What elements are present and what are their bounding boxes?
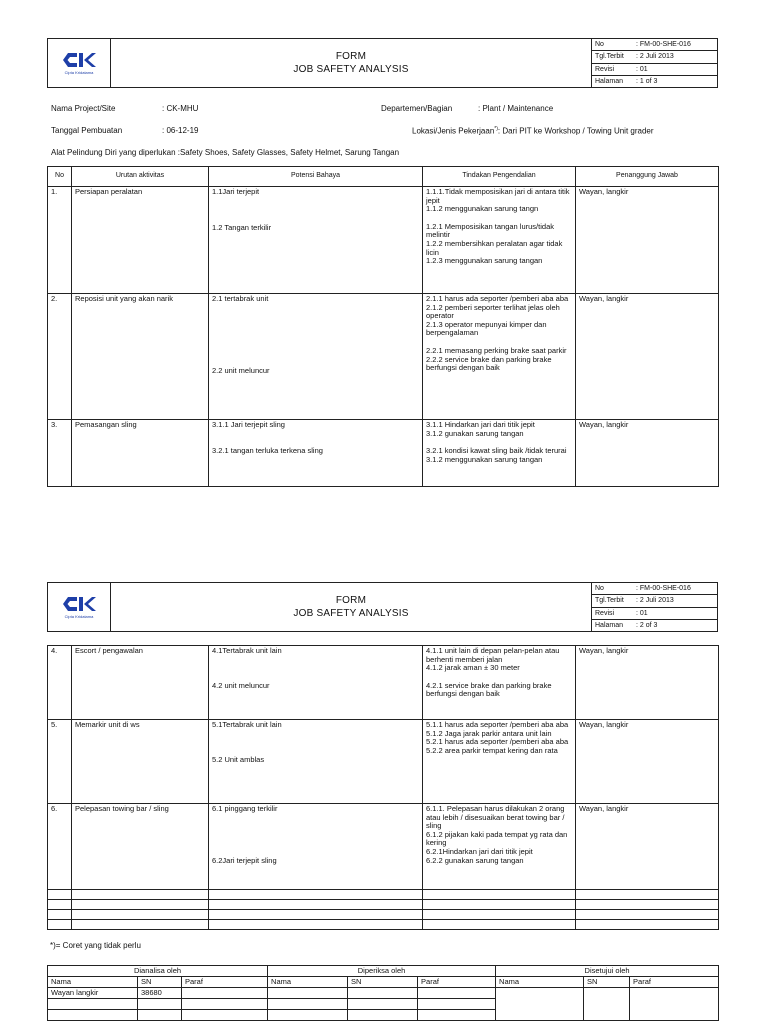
meta-value: : 01: [636, 609, 648, 617]
header-activity: Urutan aktivitas: [72, 167, 209, 187]
project-value: : CK-MHU: [162, 104, 199, 113]
row-activity: Pemasangan sling: [72, 420, 209, 487]
control-item: 4.2.1 service brake dan parking brake berfungsi dengan baik: [426, 680, 552, 699]
row-responsible: Wayan, langkir: [576, 294, 719, 420]
table-row: [48, 420, 719, 487]
table-row: [48, 720, 719, 804]
control-item: 2.1.2 pemberi seporter terlihat jelas oleh operator: [426, 302, 560, 321]
entry-sn: 38680: [138, 988, 182, 999]
group-approved: Disetujui oleh: [496, 966, 719, 977]
entry-name: Wayan langkir: [48, 988, 138, 999]
table-row: [48, 294, 719, 420]
table-row-empty: [48, 890, 719, 900]
col-sn: SN: [138, 977, 182, 988]
meta-value: : 2 Juli 2013: [636, 597, 674, 605]
table-header-row: [48, 167, 719, 187]
table-row: [48, 187, 719, 294]
control-item: 1.2.2 membersihkan peralatan agar tidak licin: [426, 238, 563, 257]
hazard-item: 3.2.1 tangan terluka terkena sling: [212, 445, 323, 455]
row-no: 2.: [48, 294, 72, 420]
row-activity: Persiapan peralatan: [72, 187, 209, 294]
control-item: 1.2.3 menggunakan sarung tangan: [426, 256, 543, 266]
control-item: 6.2.1Hindarkan jari dari titik jepit: [426, 846, 533, 856]
row-control: [423, 720, 576, 804]
hazard-item: 5.2 Unit amblas: [212, 754, 265, 764]
table-row: [48, 646, 719, 720]
meta-key: Revisi: [595, 65, 615, 73]
footnote: *)= Coret yang tidak perlu: [50, 941, 141, 950]
row-responsible: Wayan, langkir: [576, 646, 719, 720]
header-hazard: Potensi Bahaya: [209, 167, 423, 187]
meta-value: : 2 Juli 2013: [636, 53, 674, 61]
control-item: 3.1.2 menggunakan sarung tangan: [426, 454, 543, 464]
row-activity: Reposisi unit yang akan narik: [72, 294, 209, 420]
row-hazard: [209, 646, 423, 720]
ck-logo-icon: [62, 595, 96, 613]
form-title: [111, 39, 591, 87]
meta-key: No: [595, 585, 604, 593]
ck-logo-icon: [62, 51, 96, 69]
meta-key: No: [595, 41, 604, 49]
control-item: 5.2.1 harus ada seporter /pemberi aba aba: [426, 737, 569, 747]
row-responsible: Wayan, langkir: [576, 420, 719, 487]
hazard-item: 4.2 unit meluncur: [212, 680, 270, 690]
company-logo: [48, 39, 111, 87]
meta-key: Revisi: [595, 609, 615, 617]
date-label: Tanggal Pembuatan: [51, 126, 123, 135]
row-no: 4.: [48, 646, 72, 720]
hazard-item: 2.1 tertabrak unit: [212, 294, 269, 303]
row-activity: Memarkir unit di ws: [72, 720, 209, 804]
col-sn: SN: [348, 977, 418, 988]
control-item: 1.1.2 menggunakan sarung tangn: [426, 204, 539, 214]
control-item: 4.1.2 jarak aman ± 30 meter: [426, 663, 520, 673]
company-logo: [48, 583, 111, 631]
control-item: 2.1.3 operator mepunyai kimper dan berpengalaman: [426, 319, 547, 338]
control-item: 2.1.1 harus ada seporter /pemberi aba aba: [426, 294, 569, 303]
dept-label: Departemen/Bagian: [381, 104, 453, 113]
row-responsible: Wayan, langkir: [576, 187, 719, 294]
hazard-item: 2.2 unit meluncur: [212, 365, 270, 375]
group-checked: Diperiksa oleh: [268, 966, 496, 977]
control-item: 1.2.1 Memposisikan tangan lurus/tidak melintir: [426, 221, 554, 240]
meta-key: Halaman: [595, 621, 624, 629]
meta-value: : 01: [636, 65, 648, 73]
signature-table: [47, 965, 719, 1021]
hazard-item: 1.2 Tangan terkilir: [212, 222, 272, 232]
table-row-empty: [48, 920, 719, 930]
row-hazard: [209, 294, 423, 420]
control-item: 2.2.1 memasang perking brake saat parkir: [426, 345, 567, 355]
location-label: Lokasi/Jenis Pekerjaan: [412, 126, 495, 136]
control-item: 6.1.1. Pelepasan harus dilakukan 2 orang atau lebih / disesuaikan berat towing bar / sling: [426, 804, 565, 831]
hazard-item: 1.1Jari terjepit: [212, 187, 260, 196]
form-meta: [591, 39, 717, 87]
date-value: : 06-12-19: [162, 126, 199, 135]
row-control: [423, 420, 576, 487]
meta-value: : 1 of 3: [636, 77, 658, 85]
location-value: : Dari PIT ke Workshop / Towing Unit grader: [497, 126, 654, 136]
row-control: [423, 187, 576, 294]
header-control: Tindakan Pengendalian: [423, 167, 576, 187]
project-label: Nama Project/Site: [51, 104, 116, 113]
hazard-item: 6.2Jari terjepit sling: [212, 855, 277, 865]
form-title: [111, 583, 591, 631]
row-control: [423, 294, 576, 420]
row-hazard: [209, 420, 423, 487]
col-paraf: Paraf: [630, 977, 719, 988]
col-name: Nama: [48, 977, 138, 988]
table-row-empty: [48, 910, 719, 920]
table-row-empty: [48, 900, 719, 910]
group-analyzed: Dianalisa oleh: [48, 966, 268, 977]
meta-value: : FM-00-SHE-016: [636, 585, 691, 593]
control-item: 3.2.1 kondisi kawat sling baik /tidak terurai: [426, 446, 567, 456]
form-meta: [591, 583, 717, 631]
title-line1: FORM: [335, 51, 367, 62]
row-no: 6.: [48, 804, 72, 890]
meta-key: Halaman: [595, 77, 624, 85]
control-item: 3.1.1 Hindarkan jari dari titik jepit: [426, 420, 535, 429]
dept-value: : Plant / Maintenance: [478, 104, 554, 113]
location-field: [412, 126, 654, 136]
col-paraf: Paraf: [182, 977, 268, 988]
signature-entry-row: [48, 988, 719, 999]
table-row: [48, 804, 719, 890]
row-activity: Pelepasan towing bar / sling: [72, 804, 209, 890]
form-header-page2: [47, 582, 718, 632]
apd-line: Alat Pelindung Diri yang diperlukan :Safety Shoes, Safety Glasses, Safety Helmet, Sarung Tangan: [51, 148, 400, 157]
jsa-table-page2: [47, 645, 719, 930]
control-item: 5.1.1 harus ada seporter /pemberi aba aba: [426, 720, 569, 729]
control-item: 1.1.1.Tidak memposisikan jari di antara titik jepit: [426, 187, 570, 205]
jsa-table-page1: [47, 166, 719, 487]
control-item: 5.1.2 Jaga jarak parkir antara unit lain: [426, 728, 552, 738]
col-name: Nama: [268, 977, 348, 988]
control-item: 6.1.2 pijakan kaki pada tempat yg rata dan kering: [426, 829, 568, 848]
row-hazard: [209, 804, 423, 890]
logo-text: Cipta Kridatama: [64, 70, 94, 75]
meta-key: Tgl.Terbit: [595, 53, 624, 61]
row-control: [423, 804, 576, 890]
hazard-item: 4.1Tertabrak unit lain: [212, 646, 282, 655]
location-mark: *): [494, 126, 498, 132]
row-hazard: [209, 720, 423, 804]
row-responsible: Wayan, langkir: [576, 804, 719, 890]
title-line2: JOB SAFETY ANALYSIS: [293, 64, 409, 75]
row-no: 1.: [48, 187, 72, 294]
logo-text: Cipta Kridatama: [64, 614, 94, 619]
title-line1: FORM: [335, 595, 367, 606]
row-hazard: [209, 187, 423, 294]
control-item: 2.2.2 service brake dan parking brake berfungsi dengan baik: [426, 354, 552, 373]
col-sn: SN: [584, 977, 630, 988]
control-item: 4.1.1 unit lain di depan pelan-pelan atau berhenti memberi jalan: [426, 646, 560, 664]
hazard-item: 3.1.1 Jari terjepit sling: [212, 420, 285, 429]
form-header: [47, 38, 718, 88]
entry-paraf: [182, 988, 268, 999]
col-paraf: Paraf: [418, 977, 496, 988]
col-name: Nama: [496, 977, 584, 988]
hazard-item: 5.1Tertabrak unit lain: [212, 720, 282, 729]
title-line2: JOB SAFETY ANALYSIS: [293, 608, 409, 619]
row-no: 5.: [48, 720, 72, 804]
signature-column-row: [48, 977, 719, 988]
row-responsible: Wayan, langkir: [576, 720, 719, 804]
meta-value: : FM-00-SHE-016: [636, 41, 691, 49]
signature-group-row: [48, 966, 719, 977]
meta-key: Tgl.Terbit: [595, 597, 624, 605]
header-responsible: Penanggung Jawab: [576, 167, 719, 187]
control-item: 3.1.2 gunakan sarung tangan: [426, 428, 524, 438]
control-item: 6.2.2 gunakan sarung tangan: [426, 855, 524, 865]
row-activity: Escort / pengawalan: [72, 646, 209, 720]
control-item: 5.2.2 area parkir tempat kering dan rata: [426, 745, 558, 755]
meta-value: : 2 of 3: [636, 621, 658, 629]
hazard-item: 6.1 pinggang terkilir: [212, 804, 278, 813]
row-control: [423, 646, 576, 720]
row-no: 3.: [48, 420, 72, 487]
header-no: No: [48, 167, 72, 187]
